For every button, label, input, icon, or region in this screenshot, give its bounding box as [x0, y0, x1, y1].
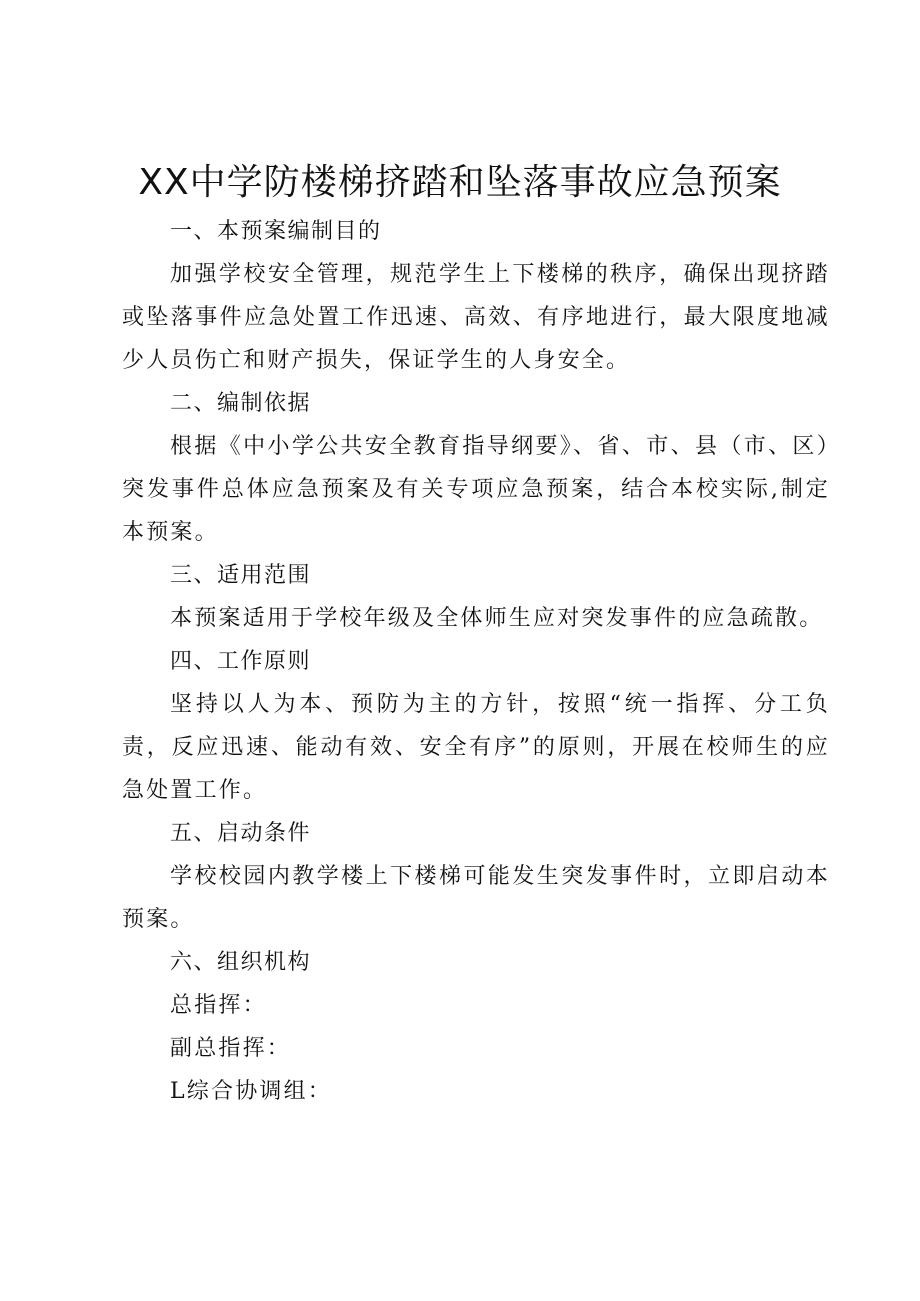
paragraph-deputy-commander: 副总指挥：	[170, 1036, 292, 1061]
paragraph-basis: 根据《中小学公共安全教育指导纲要》、省、市、县（市、区）突发事件总体应急预案及有关专项应急预案，结合本校实际,制定本预案。	[122, 434, 830, 545]
document-title: XX中学防楼梯挤踏和坠落事故应急预案	[138, 162, 782, 203]
paragraph-activation: 学校校园内教学楼上下楼梯可能发生突发事件时，立即启动本预案。	[122, 864, 830, 932]
section-heading-purpose: 一、本预案编制目的	[170, 219, 382, 244]
section-heading-basis: 二、编制依据	[170, 391, 312, 416]
paragraph-commander: 总指挥：	[170, 993, 267, 1018]
document-body	[122, 210, 830, 1113]
paragraph-principles: 坚持以人为本、预防为主的方针，按照“统一指挥、分工负责，反应迅速、能动有效、安全有序”的原则，开展在校师生的应急处置工作。	[122, 692, 830, 803]
section-heading-scope: 三、适用范围	[170, 563, 312, 588]
section-heading-organization: 六、组织机构	[170, 950, 312, 975]
paragraph-scope: 本预案适用于学校年级及全体师生应对突发事件的应急疏散。	[170, 606, 824, 631]
section-heading-principles: 四、工作原则	[170, 649, 312, 674]
section-heading-activation: 五、启动条件	[170, 821, 312, 846]
paragraph-purpose: 加强学校安全管理，规范学生上下楼梯的秩序，确保出现挤踏或坠落事件应急处置工作迅速、高效、有序地进行，最大限度地减少人员伤亡和财产损失，保证学生的人身安全。	[122, 262, 830, 373]
paragraph-coordination-group: L综合协调组：	[170, 1079, 333, 1104]
